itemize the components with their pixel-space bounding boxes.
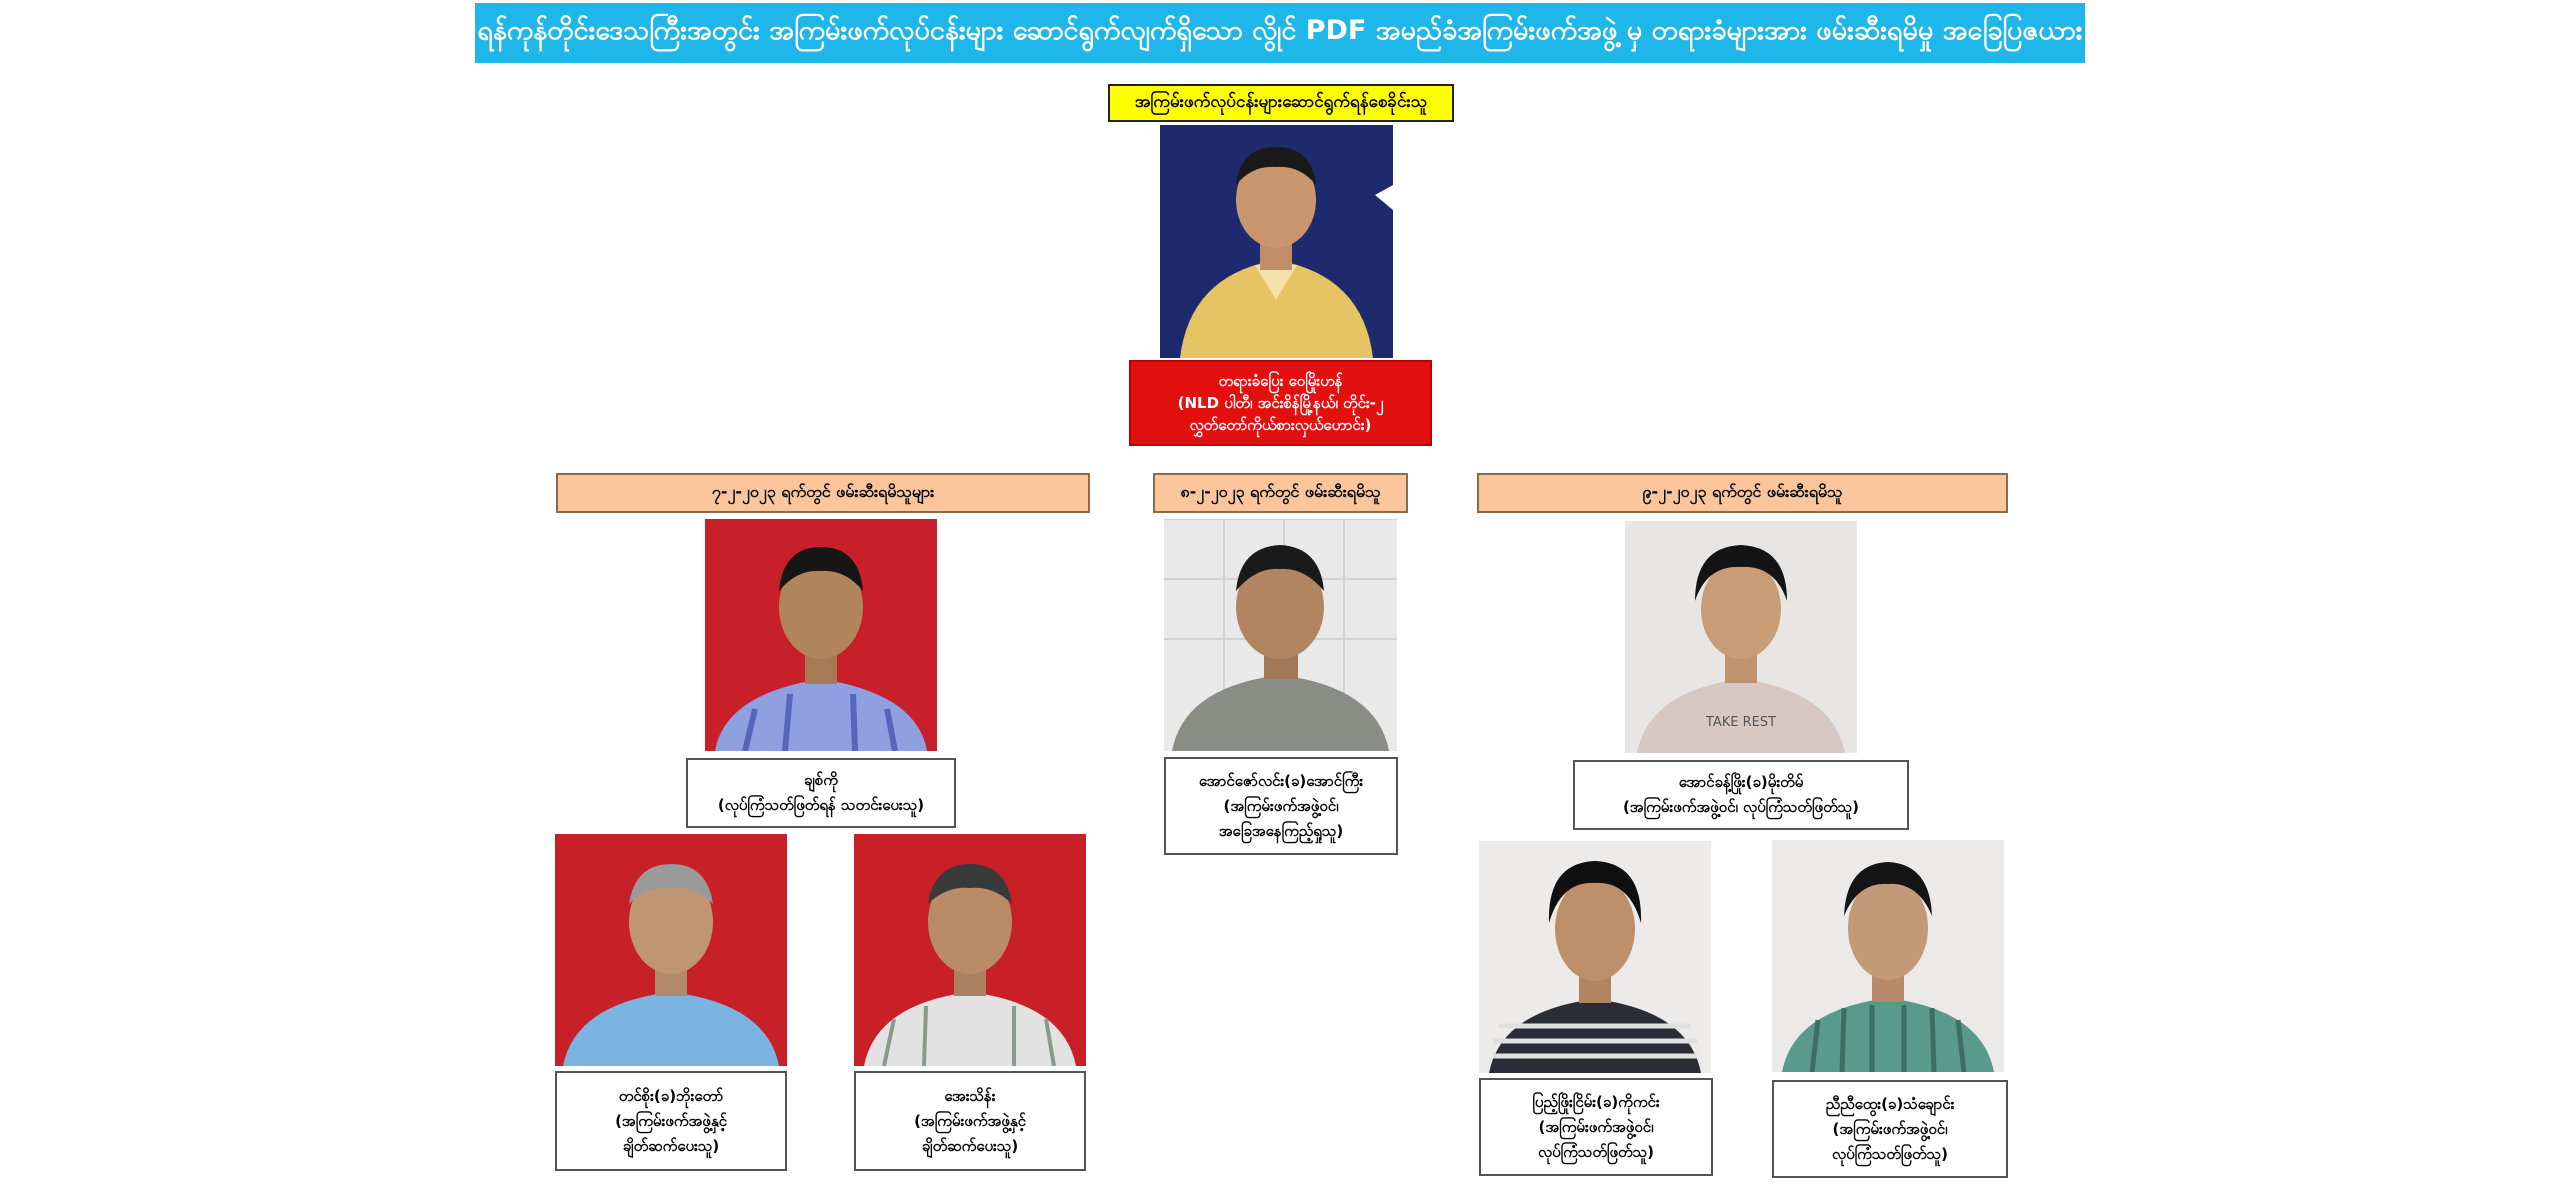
member-name: အောင်ခန့်ဖြိုး(ခ)မိုးတိမ် [1678, 773, 1804, 791]
member-name: ညီညီထွေး(ခ)သံချောင်း [1825, 1094, 1955, 1113]
member-caption [1164, 757, 1398, 855]
member-caption [854, 1071, 1086, 1171]
member-role: (လုပ်ကြံသတ်ဖြတ်ရန် သတင်းပေးသူ) [717, 796, 925, 814]
group-1-date-label: ၇-၂-၂၀၂၃ ရက်တွင် ဖမ်းဆီးရမိသူများ [556, 473, 1090, 513]
member-role: (အကြမ်းဖက်အဖွဲ့ဝင်၊ [1832, 1119, 1948, 1138]
member-role: (အကြမ်းဖက်အဖွဲ့ဝင်၊ လုပ်ကြံသတ်ဖြတ်သူ) [1622, 798, 1860, 816]
member-photo [705, 519, 937, 751]
page-title-banner: ရန်ကုန်တိုင်းဒေသကြီးအတွင်း အကြမ်းဖက်လုပ်ငန်းများ ဆောင်ရွက်လျက်ရှိသော လွိုင် PDF အမည်ခံအကြမ်းဖက်အဖွဲ့ မှ တရားခံများအား ဖမ်းဆီးရမိမှု အခြေပြဇယား [475, 3, 2085, 63]
leader-detail-2: လွှတ်တော်ကိုယ်စားလှယ်ဟောင်း) [1189, 416, 1372, 434]
member-caption [1479, 1078, 1713, 1176]
leader-photo [1160, 125, 1393, 358]
member-role-2: ချိတ်ဆက်ပေးသူ) [622, 1136, 720, 1155]
member-photo [1772, 840, 2004, 1072]
member-role: (အကြမ်းဖက်အဖွဲ့နှင့် [615, 1111, 727, 1130]
group-3-date-label: ၉-၂-၂၀၂၃ ရက်တွင် ဖမ်းဆီးရမိသူ [1477, 473, 2008, 513]
member-photo [1164, 519, 1397, 751]
member-role-2: လုပ်ကြံသတ်ဖြတ်သူ) [1832, 1144, 1948, 1163]
member-caption [1573, 760, 1909, 830]
leader-name: တရားခံပြေး ဝေမြိုးဟန် [1218, 372, 1343, 390]
member-photo [1625, 521, 1857, 753]
member-photo [1479, 841, 1711, 1073]
member-photo [854, 834, 1086, 1066]
group-2-date-label: ၈-၂-၂၀၂၃ ရက်တွင် ဖမ်းဆီးရမိသူ [1153, 473, 1408, 513]
member-role: (အကြမ်းဖက်အဖွဲ့ဝင်၊ [1223, 796, 1339, 815]
shirt-print-text: TAKE REST [1705, 715, 1777, 730]
member-caption [555, 1071, 787, 1171]
leader-detail-1: (NLD ပါတီ၊ အင်းစိန်မြို့နယ်၊ တိုင်း-၂ [1177, 394, 1384, 412]
member-role: (အကြမ်းဖက်အဖွဲ့ဝင်၊ [1538, 1117, 1654, 1136]
member-role-2: ချိတ်ဆက်ပေးသူ) [921, 1136, 1019, 1155]
member-caption [686, 758, 956, 828]
leader-role-label: အကြမ်းဖက်လုပ်ငန်းများဆောင်ရွက်ရန်စေခိုင်းသူ [1108, 84, 1454, 122]
member-name: အေးသိန်း [944, 1086, 996, 1105]
member-name: ပြည့်ဖြိုးငြိမ်း(ခ)ကိုကင်း [1532, 1092, 1660, 1111]
member-role: (အကြမ်းဖက်အဖွဲ့နှင့် [914, 1111, 1026, 1130]
member-role-2: အခြေအနေကြည့်ရှုသူ) [1218, 821, 1344, 840]
member-photo [555, 834, 787, 1066]
leader-caption [1129, 360, 1432, 446]
member-name: တင်စိုး(ခ)ဘိုးတော် [618, 1086, 724, 1105]
member-name: ချစ်ကို [804, 771, 838, 789]
member-role-2: လုပ်ကြံသတ်ဖြတ်သူ) [1538, 1142, 1654, 1161]
member-caption [1772, 1080, 2008, 1178]
member-name: အောင်ဇော်လင်း(ခ)အောင်ကြီး [1198, 771, 1364, 790]
